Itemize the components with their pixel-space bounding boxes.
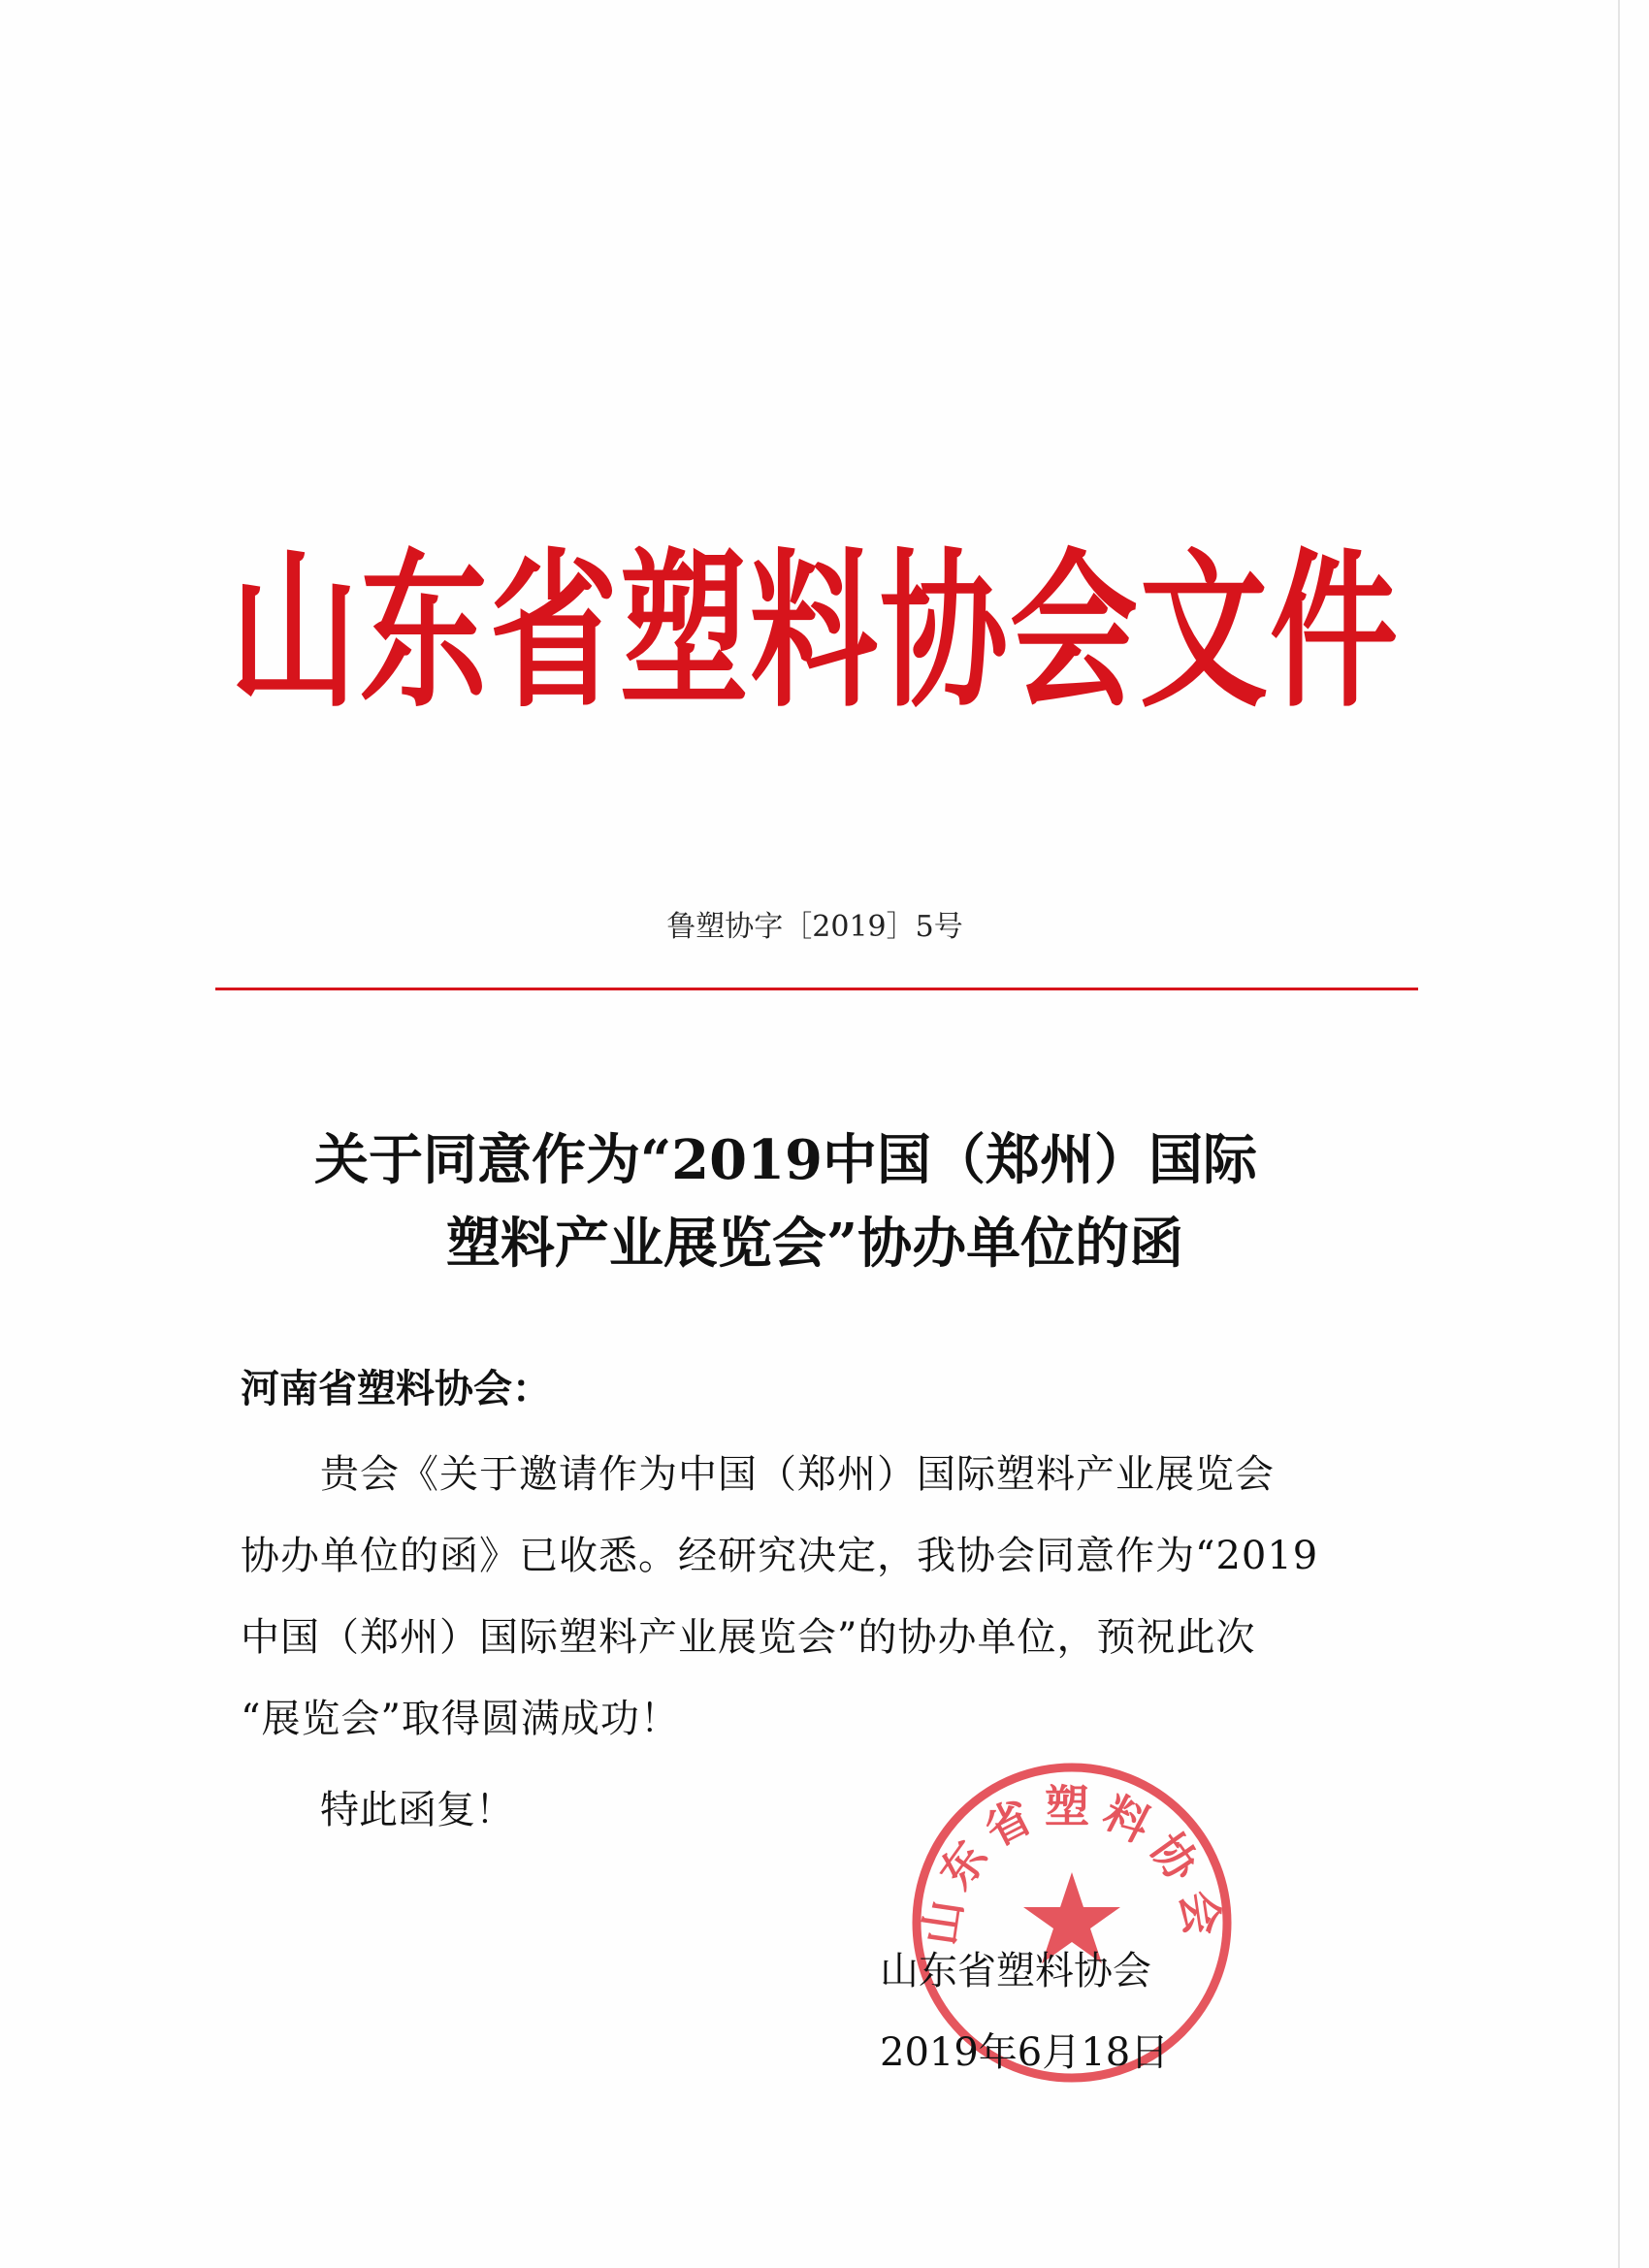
red-divider [215,988,1418,990]
salutation: 河南省塑料协会： [241,1367,551,1411]
document-number: 鲁塑协字［2019］5号 [666,910,963,944]
seal-text: 山东省塑料协会 [913,1780,1231,1949]
closing-remark: 特此函复！ [320,1788,514,1832]
signer-organization: 山东省塑料协会 [880,1949,1151,1993]
letter-title-line-1: 关于同意作为“2019中国（郑州）国际 [313,1128,1258,1192]
body-line-3: 中国（郑州）国际塑料产业展览会”的协办单位，预祝此次 [241,1615,1256,1660]
masthead-title: 山东省塑料协会文件 [230,533,1400,731]
body-line-2: 协办单位的函》已收悉。经研究决定，我协会同意作为“2019 [241,1534,1319,1578]
body-line-1: 贵会《关于邀请作为中国（郑州）国际塑料产业展览会 [320,1452,1275,1497]
signature-date: 2019年6月18日 [880,2030,1170,2075]
body-line-4: “展览会”取得圆满成功！ [241,1697,680,1741]
page-edge-shadow [1618,0,1620,2268]
letter-title-line-2: 塑料产业展览会”协办单位的函 [445,1212,1184,1276]
